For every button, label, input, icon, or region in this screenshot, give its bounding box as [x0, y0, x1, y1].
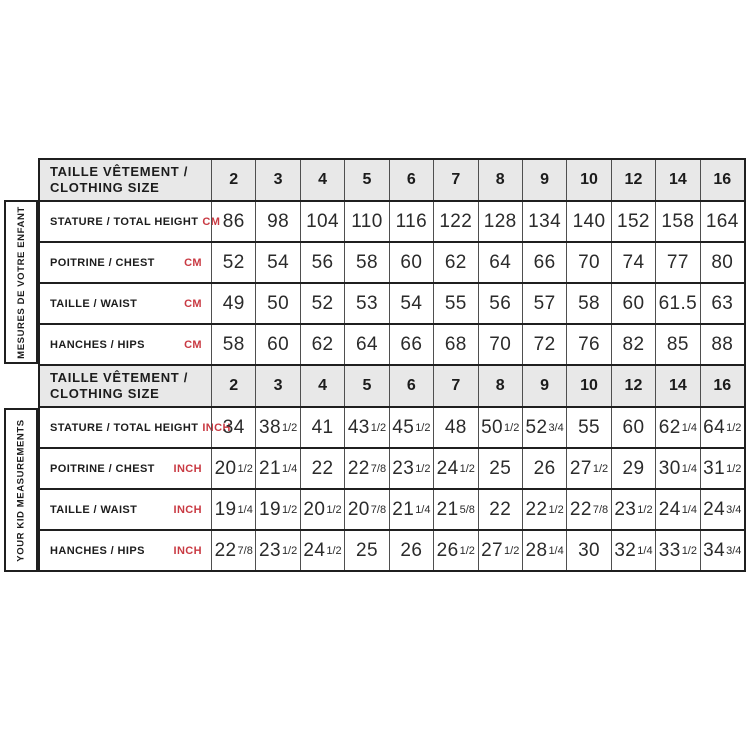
measurement-value-cell	[478, 243, 522, 282]
measurement-value-cell	[300, 243, 344, 282]
measurement-value-cell	[611, 408, 655, 447]
measurement-value-cell	[255, 202, 299, 241]
unit-label: CM	[184, 338, 202, 351]
unit-label: CM	[202, 215, 221, 228]
measurement-value-fraction: 7/8	[237, 544, 253, 557]
size-column-header: 7	[433, 366, 477, 406]
measurement-value-whole: 30	[658, 457, 681, 479]
measurement-value-cell	[255, 490, 299, 529]
measurement-value-cell	[389, 490, 433, 529]
measurement-value-whole: 25	[355, 539, 378, 561]
measurement-value-fraction: 1/2	[281, 503, 298, 516]
measurement-value-whole: 128	[483, 210, 517, 232]
unit-label: INCH	[173, 544, 202, 557]
measurement-label-cell	[40, 325, 211, 364]
measurement-value-cell	[255, 243, 299, 282]
measurement-value-cell	[522, 202, 566, 241]
measurement-value-whole: 26	[533, 457, 556, 479]
measurement-value-cell	[300, 449, 344, 488]
measurement-value-fraction: 1/4	[681, 462, 697, 475]
measurement-value-fraction: 1/2	[504, 544, 520, 557]
measurement-value-cell	[566, 325, 610, 364]
measurement-value-whole: 54	[400, 292, 423, 314]
measurement-value-whole: 20	[347, 498, 370, 520]
measurement-value-whole: 88	[711, 333, 734, 355]
measurement-value-cell	[700, 284, 744, 323]
measurement-value-cell	[611, 449, 655, 488]
measurement-value-cell	[433, 449, 477, 488]
measurement-value-fraction: 7/8	[592, 503, 609, 516]
measurement-value-whole: 52	[311, 292, 334, 314]
measurement-value-cell	[522, 284, 566, 323]
measurement-value-whole: 48	[444, 416, 467, 438]
measurement-row	[40, 200, 744, 241]
measurement-value-cell	[655, 490, 699, 529]
measurement-value-whole: 50	[481, 416, 504, 438]
measurement-row	[40, 529, 744, 570]
measurement-value-cell	[478, 408, 522, 447]
measurement-value-fraction: 1/4	[281, 462, 298, 475]
measurement-value-whole: 62	[444, 251, 467, 273]
measurement-value-cell	[211, 284, 255, 323]
measurement-value-whole: 45	[392, 416, 415, 438]
measurement-value-cell	[566, 284, 610, 323]
measurement-value-whole: 61.5	[658, 292, 698, 314]
measurement-value-cell	[344, 325, 388, 364]
measurement-value-whole: 34	[703, 539, 726, 561]
measurement-value-whole: 32	[614, 539, 637, 561]
measurement-value-cell	[211, 202, 255, 241]
measurement-value-whole: 20	[303, 498, 326, 520]
measurement-value-whole: 24	[303, 539, 326, 561]
measurement-value-whole: 49	[222, 292, 245, 314]
measurement-value-whole: 53	[355, 292, 378, 314]
size-column-header: 2	[211, 366, 255, 406]
size-chart-table	[38, 158, 746, 572]
measurement-value-cell	[522, 531, 566, 570]
measurement-value-whole: 22	[311, 457, 334, 479]
measurement-row	[40, 406, 744, 447]
measurement-value-fraction: 5/8	[459, 503, 475, 516]
size-column-header: 16	[700, 366, 744, 406]
measurement-value-fraction: 1/2	[326, 503, 342, 516]
measurement-value-fraction: 1/2	[415, 462, 431, 475]
size-column-header: 8	[478, 366, 522, 406]
measurement-value-whole: 70	[578, 251, 600, 273]
measurement-value-whole: 62	[311, 333, 334, 355]
measurement-value-whole: 27	[481, 539, 504, 561]
measurement-value-whole: 22	[347, 457, 370, 479]
size-column-header: 4	[300, 160, 344, 200]
clothing-size-header-cell	[40, 160, 211, 200]
measurement-value-cell	[566, 531, 610, 570]
measurement-label-cell	[40, 243, 211, 282]
measurement-value-cell	[700, 325, 744, 364]
measurement-value-cell	[655, 449, 699, 488]
measurement-value-cell	[211, 449, 255, 488]
measurement-value-whole: 66	[533, 251, 556, 273]
measurement-label-cell	[40, 531, 211, 570]
measurement-value-cell	[389, 243, 433, 282]
measurement-value-whole: 60	[267, 333, 290, 355]
measurement-value-fraction: 1/2	[637, 503, 653, 516]
measurement-value-fraction: 1/2	[370, 421, 387, 434]
measurement-value-fraction: 1/4	[681, 421, 697, 434]
measurement-value-whole: 70	[489, 333, 512, 355]
measurement-value-cell	[255, 449, 299, 488]
measurement-value-cell	[255, 325, 299, 364]
measurement-label: STATURE / TOTAL HEIGHT	[50, 421, 199, 434]
clothing-size-header-cell	[40, 366, 211, 406]
measurement-row	[40, 241, 744, 282]
size-column-header: 3	[255, 160, 299, 200]
measurement-value-cell	[433, 408, 477, 447]
measurement-value-cell	[211, 490, 255, 529]
measurement-value-fraction: 1/2	[726, 421, 742, 434]
measurement-value-fraction: 1/2	[681, 544, 697, 557]
clothing-size-header-row	[40, 160, 744, 200]
measurement-value-whole: 30	[578, 539, 600, 561]
measurement-value-whole: 74	[622, 251, 645, 273]
measurement-value-cell	[389, 408, 433, 447]
measurement-value-whole: 55	[578, 416, 600, 438]
measurement-value-cell	[389, 284, 433, 323]
measurement-value-whole: 64	[355, 333, 378, 355]
measurement-value-cell	[566, 202, 610, 241]
measurement-value-cell	[255, 284, 299, 323]
measurement-value-cell	[344, 408, 388, 447]
measurement-value-whole: 25	[489, 457, 512, 479]
side-label-cm-section	[4, 200, 38, 364]
measurement-value-whole: 63	[711, 292, 734, 314]
measurement-value-whole: 29	[622, 457, 645, 479]
measurement-value-fraction: 1/2	[459, 462, 475, 475]
measurement-value-whole: 64	[489, 251, 512, 273]
measurement-value-whole: 21	[436, 498, 459, 520]
measurement-value-whole: 22	[214, 539, 237, 561]
measurement-value-whole: 60	[400, 251, 423, 273]
measurement-value-cell	[611, 531, 655, 570]
measurement-value-whole: 134	[528, 210, 562, 232]
size-column-header: 5	[344, 160, 388, 200]
measurement-value-cell	[433, 284, 477, 323]
measurement-label: TAILLE / WAIST	[50, 297, 138, 310]
measurement-value-whole: 21	[259, 457, 281, 479]
measurement-value-fraction: 3/4	[726, 503, 742, 516]
measurement-value-whole: 22	[525, 498, 548, 520]
size-column-header: 9	[522, 160, 566, 200]
measurement-value-whole: 34	[222, 416, 245, 438]
measurement-label-cell	[40, 408, 231, 447]
measurement-row	[40, 282, 744, 323]
measurement-value-fraction: 1/4	[237, 503, 253, 516]
measurement-value-cell	[566, 408, 610, 447]
size-column-header: 6	[389, 366, 433, 406]
measurement-value-whole: 22	[489, 498, 512, 520]
measurement-value-cell	[433, 202, 477, 241]
measurement-value-whole: 24	[703, 498, 726, 520]
measurement-value-cell	[611, 284, 655, 323]
clothing-size-label-fr: TAILLE VÊTEMENT /	[50, 369, 189, 385]
measurement-value-cell	[344, 284, 388, 323]
measurement-value-cell	[211, 325, 255, 364]
measurement-value-fraction: 1/2	[326, 544, 342, 557]
measurement-value-whole: 64	[703, 416, 726, 438]
measurement-value-whole: 27	[569, 457, 592, 479]
measurement-value-cell	[344, 531, 388, 570]
measurement-value-cell	[300, 284, 344, 323]
measurement-value-cell	[611, 490, 655, 529]
measurement-value-whole: 26	[436, 539, 459, 561]
measurement-value-whole: 76	[578, 333, 600, 355]
measurement-value-whole: 23	[392, 457, 415, 479]
measurement-value-whole: 77	[666, 251, 689, 273]
side-label-inch-section	[4, 408, 38, 572]
measurement-value-whole: 22	[569, 498, 592, 520]
measurement-value-cell	[522, 449, 566, 488]
side-label-text: MESURES DE VOTRE ENFANT	[15, 205, 27, 359]
measurement-value-whole: 122	[439, 210, 473, 232]
measurement-value-fraction: 1/2	[281, 421, 298, 434]
measurement-value-whole: 110	[351, 210, 383, 232]
size-column-header: 7	[433, 160, 477, 200]
size-column-header: 14	[655, 366, 699, 406]
unit-label: INCH	[173, 462, 202, 475]
measurement-value-whole: 104	[306, 210, 339, 232]
measurement-value-whole: 50	[267, 292, 290, 314]
measurement-value-cell	[344, 202, 388, 241]
measurement-value-whole: 23	[259, 539, 281, 561]
clothing-size-label-en: CLOTHING SIZE	[50, 180, 160, 195]
measurement-value-whole: 26	[400, 539, 423, 561]
measurement-value-fraction: 3/4	[548, 421, 564, 434]
measurement-value-whole: 60	[622, 292, 645, 314]
measurement-value-cell	[433, 531, 477, 570]
measurement-value-whole: 58	[355, 251, 378, 273]
measurement-value-cell	[522, 325, 566, 364]
measurement-value-fraction: 1/4	[415, 503, 431, 516]
measurement-value-cell	[566, 490, 610, 529]
measurement-value-cell	[389, 202, 433, 241]
measurement-row	[40, 447, 744, 488]
measurement-value-cell	[255, 408, 299, 447]
measurement-value-whole: 66	[400, 333, 423, 355]
size-column-header: 14	[655, 160, 699, 200]
measurement-value-whole: 152	[617, 210, 650, 232]
measurement-value-whole: 58	[578, 292, 600, 314]
measurement-value-cell	[611, 202, 655, 241]
measurement-value-whole: 19	[214, 498, 237, 520]
measurement-value-whole: 60	[622, 416, 645, 438]
size-column-header: 5	[344, 366, 388, 406]
measurement-value-cell	[433, 490, 477, 529]
measurement-label: TAILLE / WAIST	[50, 503, 138, 516]
measurement-value-whole: 24	[436, 457, 459, 479]
unit-label: INCH	[202, 421, 231, 434]
measurement-value-whole: 43	[347, 416, 370, 438]
measurement-row	[40, 488, 744, 529]
size-column-header: 10	[566, 366, 610, 406]
size-column-header: 12	[611, 366, 655, 406]
size-column-header: 10	[566, 160, 610, 200]
measurement-value-whole: 21	[392, 498, 415, 520]
measurement-value-cell	[522, 408, 566, 447]
measurement-value-whole: 56	[489, 292, 512, 314]
measurement-value-fraction: 7/8	[370, 462, 387, 475]
measurement-value-fraction: 1/2	[237, 462, 253, 475]
measurement-value-fraction: 1/2	[415, 421, 431, 434]
measurement-value-cell	[700, 243, 744, 282]
measurement-value-whole: 55	[444, 292, 467, 314]
measurement-value-whole: 62	[658, 416, 681, 438]
measurement-value-cell	[300, 531, 344, 570]
measurement-value-cell	[700, 490, 744, 529]
measurement-value-cell	[433, 325, 477, 364]
measurement-value-cell	[300, 490, 344, 529]
measurement-value-whole: 41	[311, 416, 334, 438]
measurement-value-whole: 28	[525, 539, 548, 561]
measurement-value-whole: 116	[395, 210, 428, 232]
measurement-value-cell	[478, 531, 522, 570]
measurement-value-cell	[255, 531, 299, 570]
measurement-label-cell	[40, 202, 221, 241]
measurement-value-cell	[344, 490, 388, 529]
measurement-label: POITRINE / CHEST	[50, 256, 155, 269]
measurement-label-cell	[40, 490, 211, 529]
size-column-header: 3	[255, 366, 299, 406]
measurement-label-cell	[40, 284, 211, 323]
measurement-value-cell	[300, 325, 344, 364]
measurement-value-cell	[433, 243, 477, 282]
measurement-value-whole: 140	[572, 210, 606, 232]
measurement-value-fraction: 3/4	[726, 544, 742, 557]
measurement-value-fraction: 7/8	[370, 503, 387, 516]
measurement-value-whole: 38	[259, 416, 281, 438]
measurement-value-whole: 86	[222, 210, 245, 232]
measurement-row	[40, 323, 744, 364]
measurement-label-cell	[40, 449, 211, 488]
measurement-label: HANCHES / HIPS	[50, 544, 145, 557]
measurement-value-fraction: 1/2	[592, 462, 609, 475]
measurement-value-whole: 68	[444, 333, 467, 355]
measurement-value-whole: 82	[622, 333, 645, 355]
measurement-value-fraction: 1/2	[504, 421, 520, 434]
side-label-text: YOUR KID MEASUREMENTS	[15, 418, 27, 562]
measurement-value-cell	[389, 449, 433, 488]
measurement-value-cell	[389, 325, 433, 364]
clothing-size-header-row	[40, 364, 744, 406]
measurement-value-fraction: 1/4	[637, 544, 653, 557]
measurement-value-cell	[478, 449, 522, 488]
measurement-value-whole: 52	[525, 416, 548, 438]
measurement-value-whole: 58	[222, 333, 245, 355]
size-column-header: 9	[522, 366, 566, 406]
measurement-value-cell	[478, 325, 522, 364]
measurement-value-whole: 52	[222, 251, 245, 273]
measurement-value-fraction: 1/4	[681, 503, 697, 516]
measurement-value-cell	[566, 449, 610, 488]
measurement-value-whole: 33	[658, 539, 681, 561]
measurement-value-cell	[566, 243, 610, 282]
measurement-value-whole: 19	[259, 498, 281, 520]
measurement-value-cell	[211, 531, 255, 570]
unit-label: CM	[184, 297, 202, 310]
measurement-label: POITRINE / CHEST	[50, 462, 155, 475]
measurement-value-cell	[611, 243, 655, 282]
measurement-value-whole: 54	[267, 251, 290, 273]
measurement-label: STATURE / TOTAL HEIGHT	[50, 215, 199, 228]
measurement-value-cell	[655, 284, 699, 323]
clothing-size-label-fr: TAILLE VÊTEMENT /	[50, 163, 189, 179]
measurement-value-cell	[389, 531, 433, 570]
size-column-header: 2	[211, 160, 255, 200]
measurement-value-cell	[478, 202, 522, 241]
size-column-header: 6	[389, 160, 433, 200]
measurement-value-cell	[700, 449, 744, 488]
measurement-value-fraction: 1/2	[281, 544, 298, 557]
measurement-value-fraction: 1/2	[548, 503, 564, 516]
measurement-value-cell	[655, 408, 699, 447]
measurement-value-cell	[655, 243, 699, 282]
measurement-value-whole: 98	[267, 210, 290, 232]
measurement-value-cell	[344, 243, 388, 282]
measurement-value-whole: 164	[705, 210, 739, 232]
measurement-label: HANCHES / HIPS	[50, 338, 145, 351]
measurement-value-cell	[700, 202, 744, 241]
size-column-header: 8	[478, 160, 522, 200]
measurement-value-cell	[300, 202, 344, 241]
measurement-value-whole: 31	[703, 457, 726, 479]
size-column-header: 4	[300, 366, 344, 406]
unit-label: CM	[184, 256, 202, 269]
measurement-value-cell	[300, 408, 344, 447]
measurement-value-whole: 56	[311, 251, 334, 273]
measurement-value-cell	[211, 243, 255, 282]
measurement-value-whole: 24	[658, 498, 681, 520]
measurement-value-cell	[611, 325, 655, 364]
size-column-header: 12	[611, 160, 655, 200]
measurement-value-cell	[655, 325, 699, 364]
measurement-value-cell	[522, 243, 566, 282]
measurement-value-cell	[655, 202, 699, 241]
measurement-value-whole: 80	[711, 251, 734, 273]
measurement-value-whole: 20	[214, 457, 237, 479]
measurement-value-cell	[344, 449, 388, 488]
measurement-value-cell	[700, 531, 744, 570]
measurement-value-cell	[700, 408, 744, 447]
measurement-value-fraction: 1/4	[548, 544, 564, 557]
measurement-value-whole: 85	[666, 333, 689, 355]
measurement-value-cell	[478, 284, 522, 323]
measurement-value-whole: 57	[533, 292, 556, 314]
measurement-value-cell	[522, 490, 566, 529]
unit-label: INCH	[173, 503, 202, 516]
measurement-value-whole: 158	[661, 210, 695, 232]
measurement-value-cell	[211, 408, 255, 447]
measurement-value-cell	[478, 490, 522, 529]
measurement-value-whole: 72	[533, 333, 556, 355]
clothing-size-label-en: CLOTHING SIZE	[50, 386, 160, 401]
measurement-value-fraction: 1/2	[459, 544, 475, 557]
measurement-value-cell	[655, 531, 699, 570]
measurement-value-whole: 23	[614, 498, 637, 520]
measurement-value-fraction: 1/2	[726, 462, 742, 475]
size-column-header: 16	[700, 160, 744, 200]
